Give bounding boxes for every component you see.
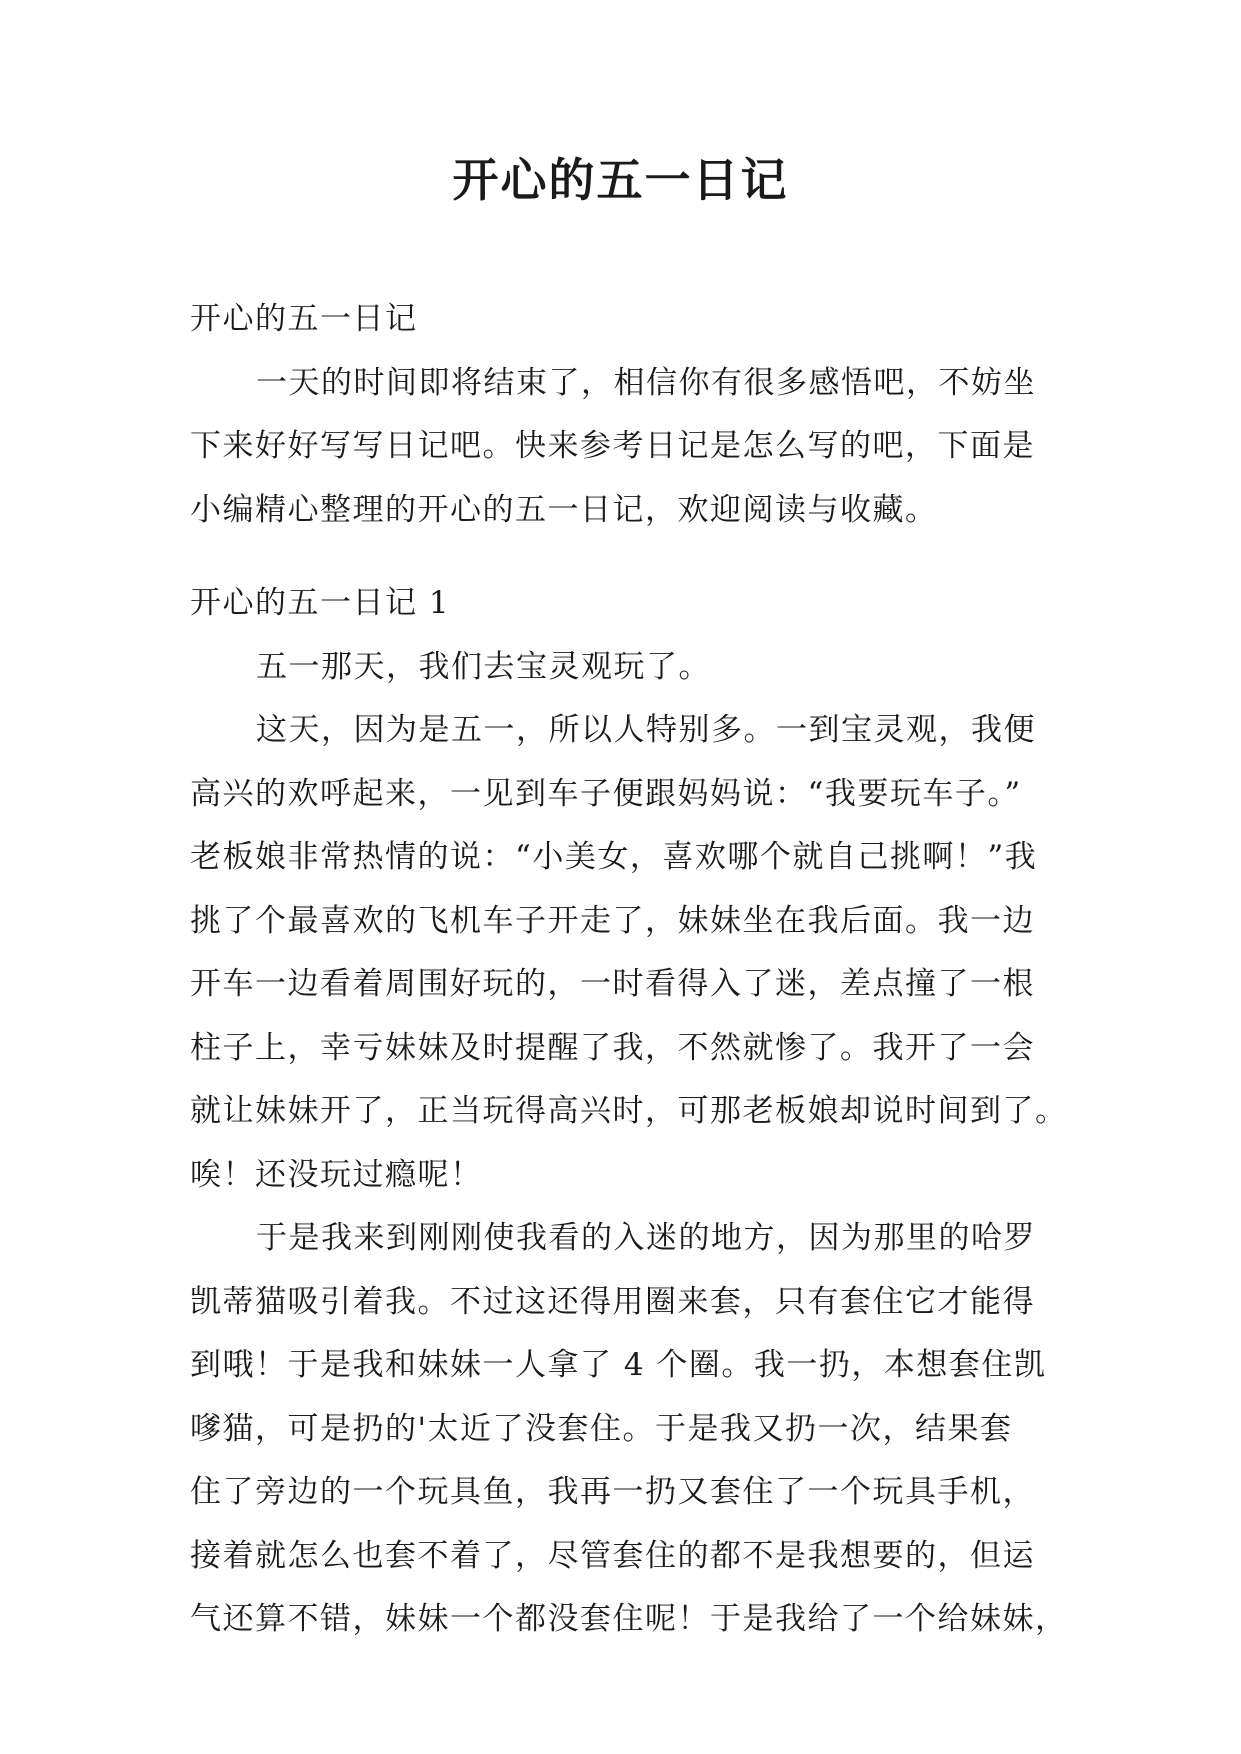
paragraph-line: 接着就怎么也套不着了，尽管套住的都不是我想要的，但运 <box>190 1537 1035 1574</box>
intro-heading: 开心的五一日记 <box>190 301 418 337</box>
paragraph-line: 这天，因为是五一，所以人特别多。一到宝灵观，我便 <box>256 712 1036 748</box>
paragraph-line: 气还算不错，妹妹一个都没套住呢！于是我给了一个给妹妹， <box>190 1601 1068 1637</box>
paragraph-line: 就让妹妹开了，正当玩得高兴时，可那老板娘却说时间到了。 <box>190 1093 1068 1129</box>
paragraph-line: 开车一边看着周围好玩的，一时看得入了迷，差点撞了一根 <box>190 966 1035 1002</box>
paragraph-line: 于是我来到刚刚使我看的入迷的地方，因为那里的哈罗 <box>256 1220 1036 1256</box>
paragraph-line: 唉！还没玩过瘾呢！ <box>190 1156 483 1193</box>
paragraph-line: 高兴的欢呼起来，一见到车子便跟妈妈说：“我要玩车子。” <box>190 775 1022 812</box>
intro-line: 小编精心整理的开心的五一日记，欢迎阅读与收藏。 <box>190 491 938 528</box>
paragraph-line: 五一那天，我们去宝灵观玩了。 <box>256 648 711 685</box>
intro-line: 一天的时间即将结束了，相信你有很多感悟吧，不妨坐 <box>256 364 1036 401</box>
intro-line: 下来好好写写日记吧。快来参考日记是怎么写的吧，下面是 <box>190 428 1035 464</box>
section-heading: 开心的五一日记 1 <box>190 585 451 621</box>
document-body <box>190 288 1068 1652</box>
paragraph-line: 挑了个最喜欢的飞机车子开走了，妹妹坐在我后面。我一边 <box>190 902 1035 939</box>
paragraph-line: 住了旁边的一个玩具鱼，我再一扔又套住了一个玩具手机， <box>190 1474 1035 1510</box>
paragraph-line: 嗲猫，可是扔的'太近了没套住。于是我又扔一次，结果套 <box>190 1410 1013 1447</box>
paragraph-line: 老板娘非常热情的说：“小美女，喜欢哪个就自己挑啊！”我 <box>190 839 1038 875</box>
paragraph-line: 柱子上，幸亏妹妹及时提醒了我，不然就惨了。我开了一会 <box>190 1029 1035 1066</box>
paragraph-line: 凯蒂猫吸引着我。不过这还得用圈来套，只有套住它才能得 <box>190 1283 1035 1320</box>
document-title: 开心的五一日记 <box>452 153 789 207</box>
section-gap <box>190 542 1050 572</box>
paragraph-line: 到哦！于是我和妹妹一人拿了 4 个圈。我一扔，本想套住凯 <box>190 1347 1047 1383</box>
